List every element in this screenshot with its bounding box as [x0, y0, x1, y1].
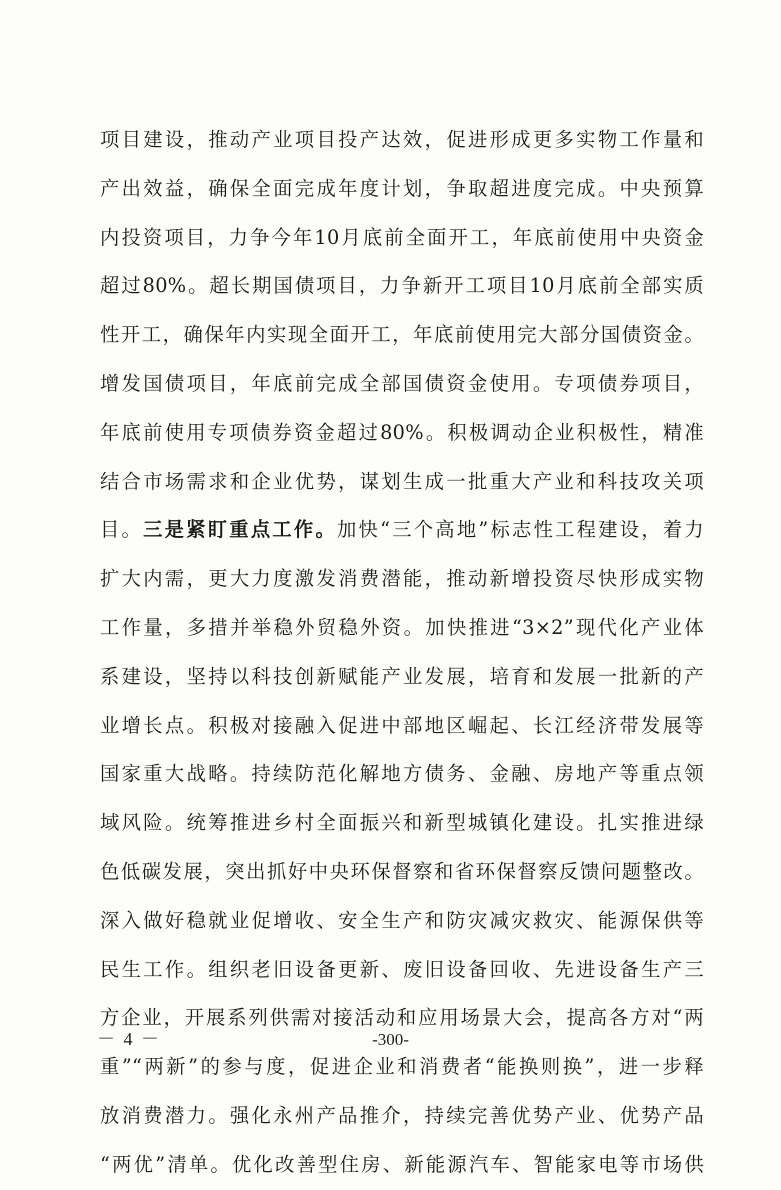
text-line: “两优”清单。优化改善型住房、新能源汽车、智能家电等市场供	[100, 1152, 704, 1176]
text-line: 产出效益，确保全面完成年度计划，争取超进度完成。中央预算	[100, 176, 704, 200]
text-line: 色低碳发展，突出抓好中央环保督察和省环保督察反馈问题整改。	[100, 859, 704, 883]
text-line: 工作量，多措并举稳外贸稳外资。加快推进“3×2”现代化产业体	[100, 615, 704, 639]
text-line: 业增长点。积极对接融入促进中部地区崛起、长江经济带发展等	[100, 713, 704, 737]
text-line: 国家重大战略。持续防范化解地方债务、金融、房地产等重点领	[100, 762, 704, 786]
attachment-page-number: -300-	[372, 1030, 409, 1049]
text-line: 结合市场需求和企业优势，谋划生成一批重大产业和科技攻关项	[100, 469, 704, 493]
text-line	[100, 506, 704, 555]
text-line: 超过80%。超长期国债项目，力争新开工项目10月底前全部实质	[100, 274, 704, 298]
body-text	[100, 116, 704, 1190]
text-line: 内投资项目，力争今年10月底前全面开工，年底前使用中央资金	[100, 225, 704, 249]
text-line: 扩大内需，更大力度激发消费潜能，推动新增投资尽快形成实物	[100, 567, 704, 591]
text-line: 增发国债项目，年底前完成全部国债资金使用。专项债券项目，	[100, 371, 704, 395]
text-line: 民生工作。组织老旧设备更新、废旧设备回收、先进设备生产三	[100, 957, 704, 981]
bold-heading: 三是紧盯重点工作。	[143, 518, 337, 542]
text-line: 方企业，开展系列供需对接活动和应用场景大会，提高各方对“两	[100, 1006, 704, 1030]
text-line: 重”“两新”的参与度，促进企业和消费者“能换则换”，进一步释	[100, 1055, 704, 1079]
page-number: － 4 －	[97, 1029, 161, 1049]
text-line: 放消费潜力。强化永州产品推介，持续完善优势产业、优势产品	[100, 1103, 704, 1127]
text-line: 域风险。统筹推进乡村全面振兴和新型城镇化建设。扎实推进绿	[100, 811, 704, 835]
text-line: 年底前使用专项债券资金超过80%。积极调动企业积极性，精准	[100, 420, 704, 444]
text-segment: 目。	[100, 518, 144, 542]
text-segment: 加快“三个高地”标志性工程建设，着力	[337, 518, 704, 542]
text-line: 项目建设，推动产业项目投产达效，促进形成更多实物工作量和	[100, 128, 704, 151]
text-line: 系建设，坚持以科技创新赋能产业发展，培育和发展一批新的产	[100, 664, 704, 688]
text-line: 性开工，确保年内实现全面开工，年底前使用完大部分国债资金。	[100, 323, 704, 347]
text-line: 深入做好稳就业促增收、安全生产和防灾减灾救灾、能源保供等	[100, 908, 704, 932]
